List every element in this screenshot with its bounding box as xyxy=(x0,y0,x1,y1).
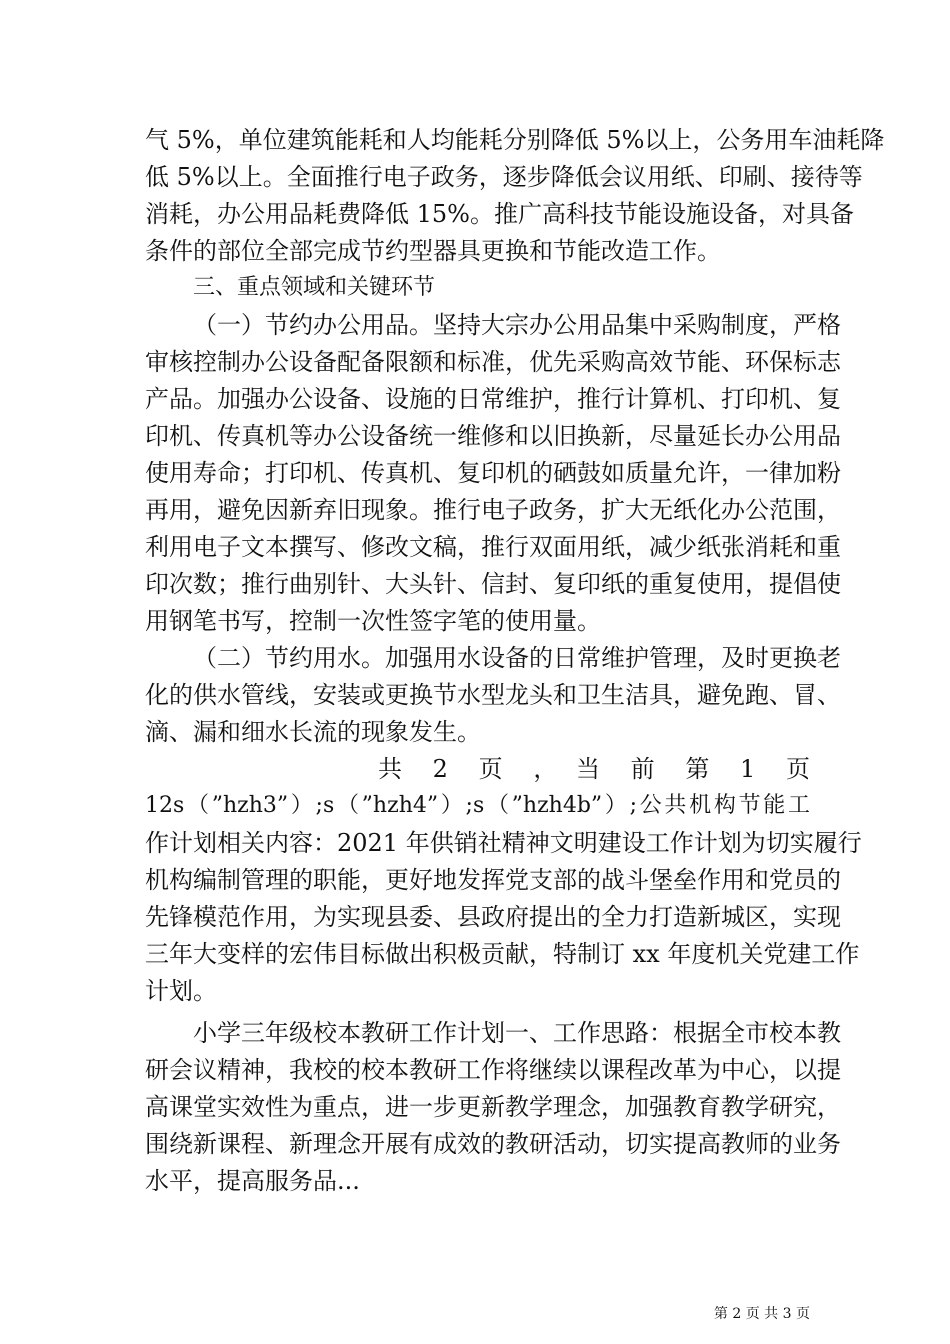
paragraph-line: 条件的部位全部完成节约型器具更换和节能改造工作。 xyxy=(145,237,721,265)
paragraph-line: 先锋模范作用，为实现县委、县政府提出的全力打造新城区，实现 xyxy=(145,903,841,931)
paragraph-line: 产品。加强办公设备、设施的日常维护，推行计算机、打印机、复 xyxy=(145,385,841,413)
paragraph-line: （一）节约办公用品。坚持大宗办公用品集中采购制度，严格 xyxy=(193,311,841,339)
paragraph-line: 印机、传真机等办公设备统一维修和以旧换新，尽量延长办公用品 xyxy=(145,422,841,450)
paragraph-line: 三年大变样的宏伟目标做出积极贡献，特制订 xx 年度机关党建工作 xyxy=(145,940,860,968)
page-footer: 第 2 页 共 3 页 xyxy=(713,1306,810,1322)
paragraph-line: （二）节约用水。加强用水设备的日常维护管理，及时更换老 xyxy=(193,644,841,672)
paragraph-line: 12s（”hzh3”）;s（”hzh4”）;s（”hzh4b”）;公共机构节能工 xyxy=(145,793,810,818)
paragraph-line: 滴、漏和细水长流的现象发生。 xyxy=(145,718,481,746)
paragraph-line: 高课堂实效性为重点，进一步更新教学理念，加强教育教学研究， xyxy=(145,1093,841,1121)
paragraph-line: 机构编制管理的职能，更好地发挥党支部的战斗堡垒作用和党员的 xyxy=(145,866,841,894)
paragraph-line: 再用，避免因新弃旧现象。推行电子政务，扩大无纸化办公范围， xyxy=(145,496,841,524)
paragraph-line: 使用寿命；打印机、传真机、复印机的硒鼓如质量允许，一律加粉 xyxy=(145,459,841,487)
paragraph-line: 围绕新课程、新理念开展有成效的教研活动，切实提高教师的业务 xyxy=(145,1130,841,1158)
paragraph-line: 作计划相关内容：2021 年供销社精神文明建设工作计划为切实履行 xyxy=(145,829,862,857)
paragraph-line: 计划。 xyxy=(145,977,217,1005)
paragraph-line: 水平，提高服务品... xyxy=(145,1167,360,1195)
paragraph-line: 低 5%以上。全面推行电子政务，逐步降低会议用纸、印刷、接待等 xyxy=(145,163,863,191)
paragraph-line: 审核控制办公设备配备限额和标准，优先采购高效节能、环保标志 xyxy=(145,348,841,376)
paragraph-line: 消耗，办公用品耗费降低 15%。推广高科技节能设施设备，对具备 xyxy=(145,200,854,228)
paragraph-line: 气 5%，单位建筑能耗和人均能耗分别降低 5%以上，公务用车油耗降 xyxy=(145,126,885,154)
paragraph-line: 印次数；推行曲别针、大头针、信封、复印纸的重复使用，提倡使 xyxy=(145,570,841,598)
section-heading: 三、重点领域和关键环节 xyxy=(193,275,436,300)
page-counter-line: 共 2 页 ， 当 前 第 1 页 xyxy=(378,755,810,783)
paragraph-line: 研会议精神，我校的校本教研工作将继续以课程改革为中心，以提 xyxy=(145,1056,841,1084)
paragraph-line: 小学三年级校本教研工作计划一、工作思路：根据全市校本教 xyxy=(193,1019,841,1047)
paragraph-line: 化的供水管线，安装或更换节水型龙头和卫生洁具，避免跑、冒、 xyxy=(145,681,841,709)
paragraph-line: 用钢笔书写，控制一次性签字笔的使用量。 xyxy=(145,607,601,635)
paragraph-line: 利用电子文本撰写、修改文稿，推行双面用纸，减少纸张消耗和重 xyxy=(145,533,841,561)
